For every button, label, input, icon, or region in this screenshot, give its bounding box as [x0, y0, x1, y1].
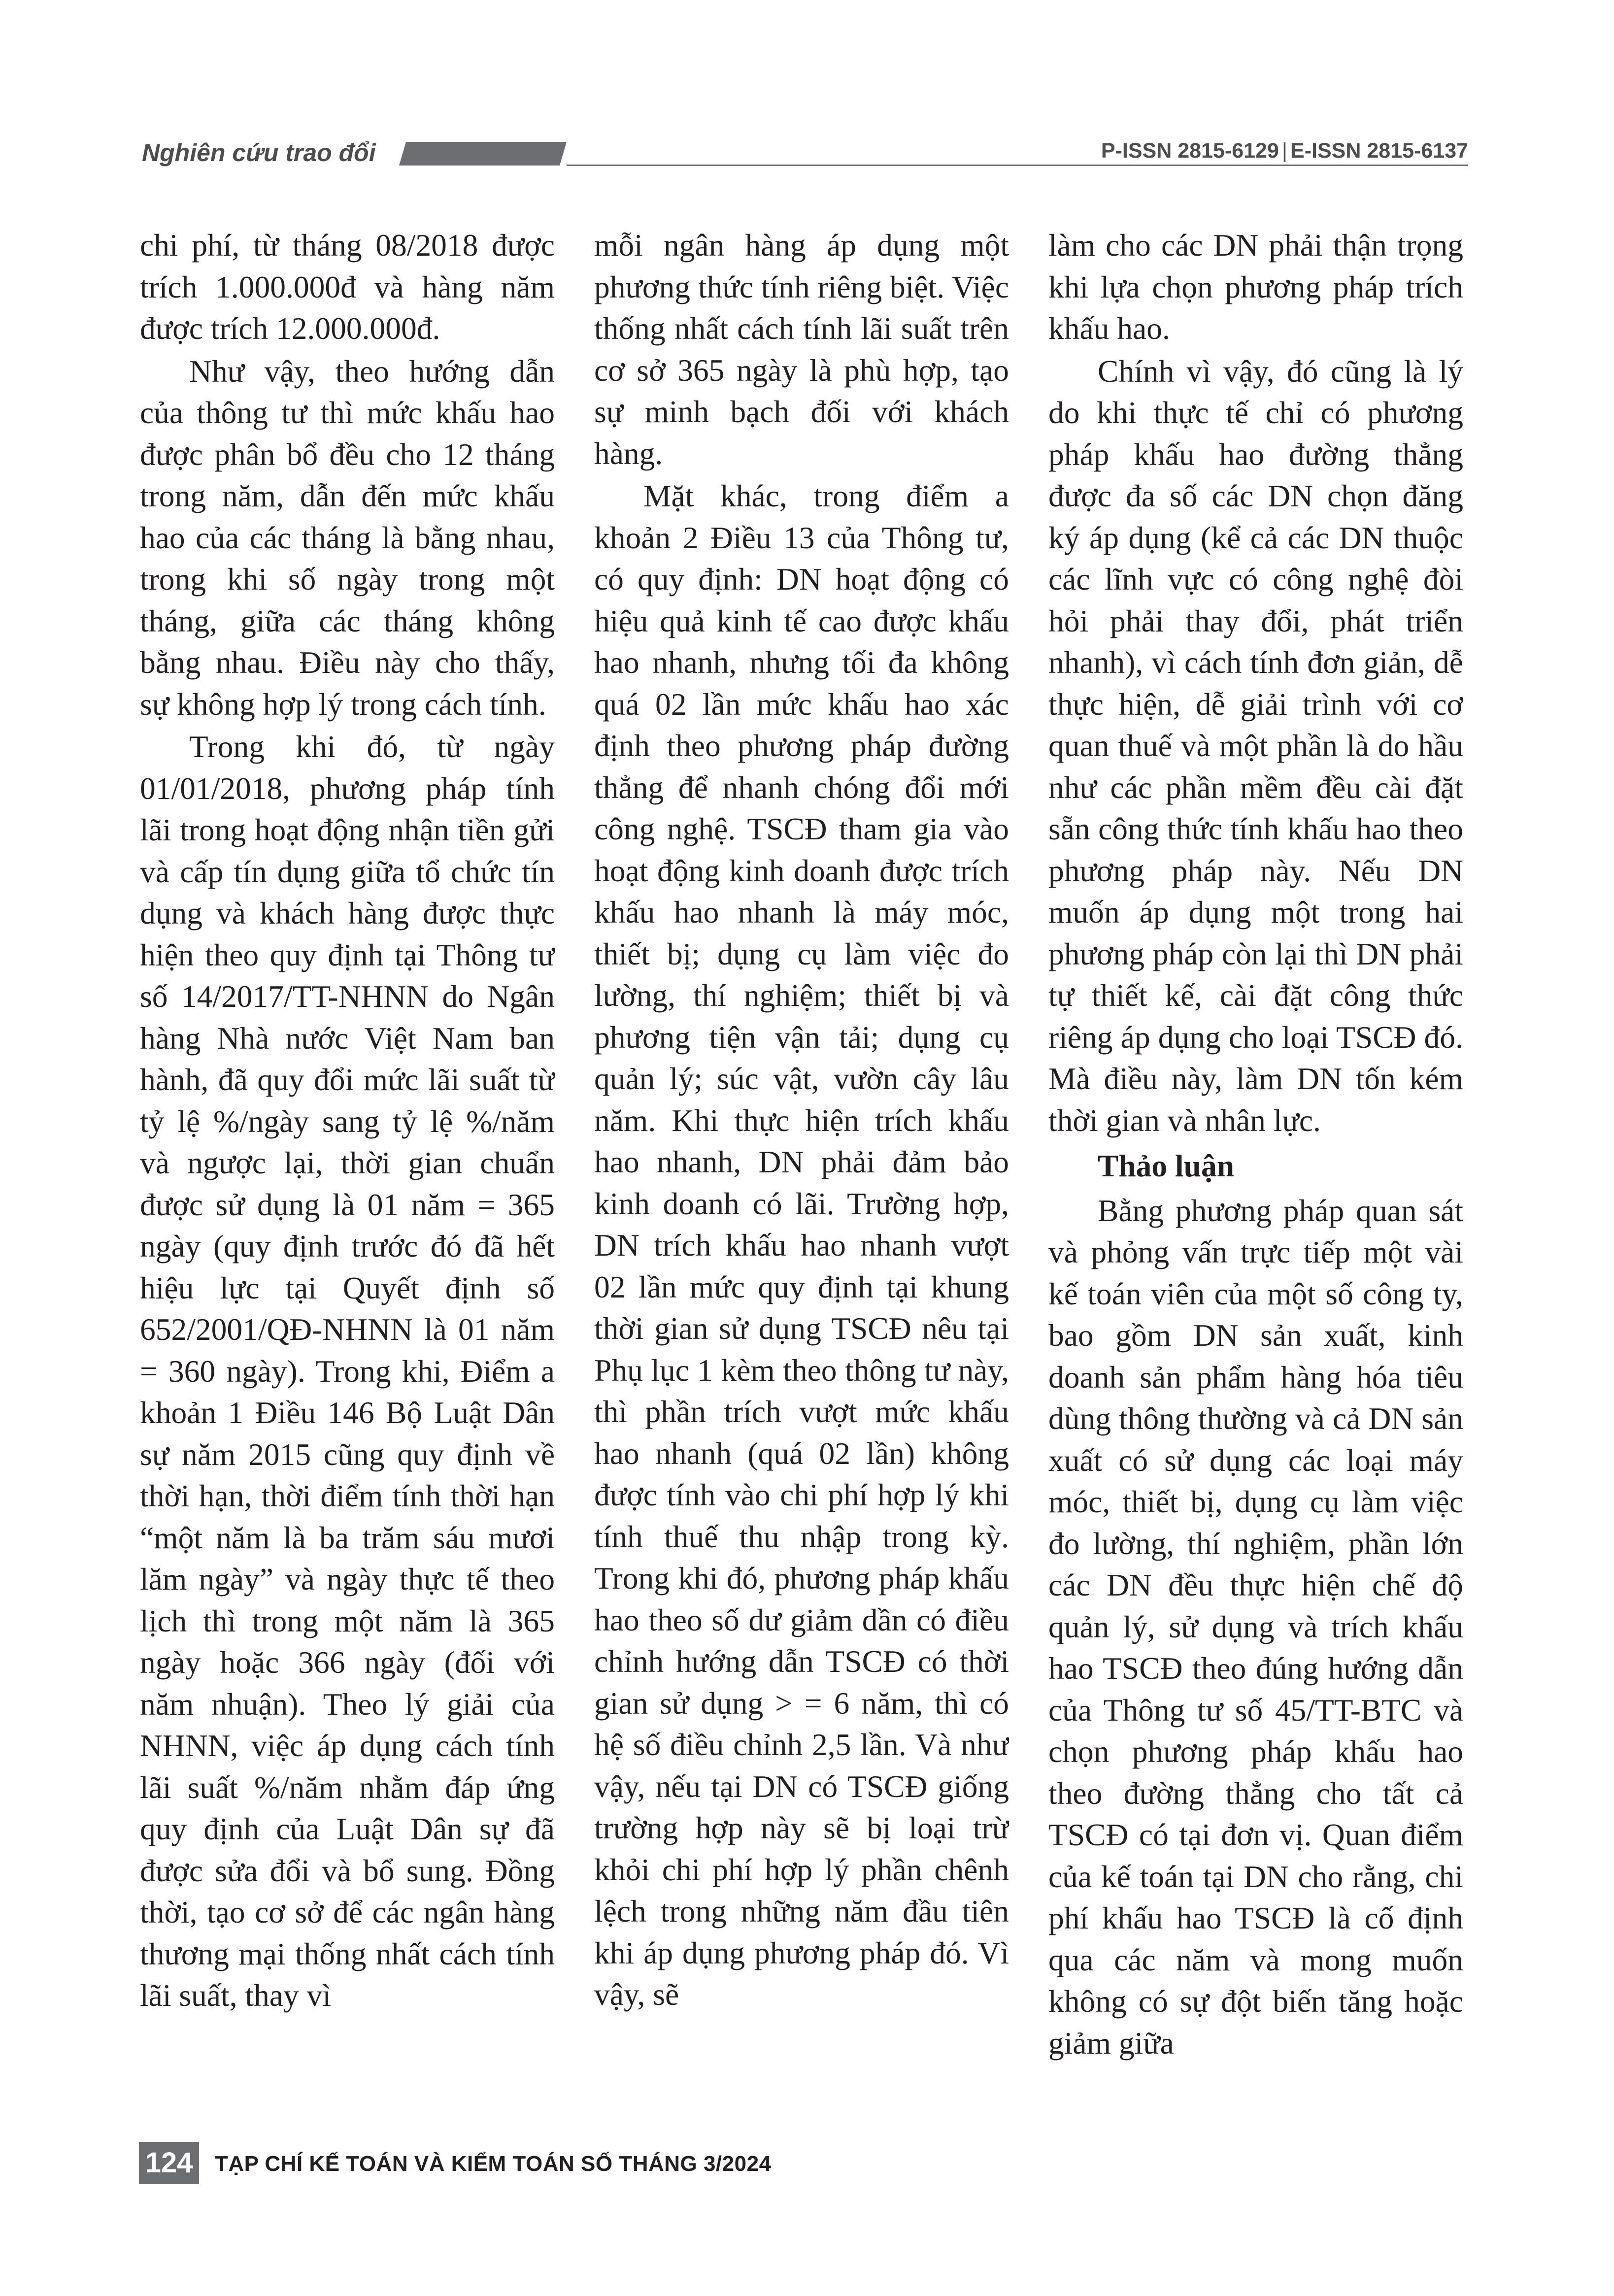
section-title: Nghiên cứu trao đổi: [142, 139, 376, 166]
paragraph: Trong khi đó, từ ngày 01/01/2018, phương pháp tính lãi trong hoạt động nhận tiền gửi và cấp tín dụng giữa tổ chức tín dụng và khách hàng được thực hiện theo quy định tại Thông tư số 14/2017/TT-NHNN do Ngân hàng Nhà nước Việt Nam ban hành, đã quy đổi mức lãi suất từ tỷ lệ %/ngày sang tỷ lệ %/năm và ngược lại, thời gian chuẩn được sử dụng là 01 năm = 365 ngày (quy định trước đó đã hết hiệu lực tại Quyết định số 652/2001/QĐ-NHNN là 01 năm = 360 ngày). Trong khi, Điểm a khoản 1 Điều 146 Bộ Luật Dân sự năm 2015 cũng quy định về thời hạn, thời điểm tính thời hạn “một năm là ba trăm sáu mươi lăm ngày” và ngày thực tế theo lịch thì trong một năm là 365 ngày hoặc 366 ngày (đối với năm nhuận). Theo lý giải của NHNN, việc áp dụng cách tính lãi suất %/năm nhằm đáp ứng quy định của Luật Dân sự đã được sửa đổi và bổ sung. Đồng thời, tạo cơ sở để các ngân hàng thương mại thống nhất cách tính lãi suất, thay vì: [140, 729, 555, 2013]
page-number: 124: [139, 2142, 199, 2184]
paragraph: Như vậy, theo hướng dẫn của thông tư thì mức khấu hao được phân bổ đều cho 12 tháng trong năm, dẫn đến mức khấu hao của các tháng là bằng nhau, trong khi số ngày trong một tháng, giữa các tháng không bằng nhau. Điều này cho thấy, sự không hợp lý trong cách tính.: [140, 353, 555, 722]
issn-line: [1035, 138, 1468, 164]
text-column-2: [594, 225, 1009, 2077]
issn-separator: |: [1281, 139, 1288, 163]
header-band: [399, 142, 567, 166]
journal-name: TẠP CHÍ KẾ TOÁN VÀ KIỂM TOÁN SỐ THÁNG 3/2024: [215, 2152, 772, 2176]
eissn: E-ISSN 2815-6137: [1290, 139, 1468, 163]
pissn: P-ISSN 2815-6129: [1101, 139, 1279, 163]
paragraph: làm cho các DN phải thận trọng khi lựa chọn phương pháp trích khấu hao.: [1048, 228, 1463, 346]
paragraph: Bằng phương pháp quan sát và phỏng vấn trực tiếp một vài kế toán viên của một số công ty, bao gồm DN sản xuất, kinh doanh sản phẩm hàng hóa tiêu dùng thông thường và cả DN sản xuất có sử dụng các loại máy móc, thiết bị, dụng cụ làm việc đo lường, thí nghiệm, phần lớn các DN đều thực hiện chế độ quản lý, sử dụng và trích khấu hao TSCĐ theo đúng hướng dẫn của Thông tư số 45/TT-BTC và chọn phương pháp khấu hao theo đường thẳng cho tất cả TSCĐ có tại đơn vị. Quan điểm của kế toán tại DN cho rằng, chi phí khấu hao TSCĐ là cố định qua các năm và mong muốn không có sự đột biến tăng hoặc giảm giữa: [1048, 1193, 1463, 2061]
paragraph: chi phí, từ tháng 08/2018 được trích 1.000.000đ và hàng năm được trích 12.000.000đ.: [140, 228, 555, 346]
paragraph: Mặt khác, trong điểm a khoản 2 Điều 13 của Thông tư, có quy định: DN hoạt động có hiệu quả kinh tế cao được khấu hao nhanh, nhưng tối đa không quá 02 lần mức khấu hao xác định theo phương pháp đường thẳng để nhanh chóng đổi mới công nghệ. TSCĐ tham gia vào hoạt động kinh doanh được trích khấu hao nhanh là máy móc, thiết bị; dụng cụ làm việc đo lường, thí nghiệm; thiết bị và phương tiện vận tải; dụng cụ quản lý; súc vật, vườn cây lâu năm. Khi thực hiện trích khấu hao nhanh, DN phải đảm bảo kinh doanh có lãi. Trường hợp, DN trích khấu hao nhanh vượt 02 lần mức quy định tại khung thời gian sử dụng TSCĐ nêu tại Phụ lục 1 kèm theo thông tư này, thì phần trích vượt mức khấu hao nhanh (quá 02 lần) không được tính vào chi phí hợp lý khi tính thuế thu nhập trong kỳ. Trong khi đó, phương pháp khấu hao theo số dư giảm dần có điều chỉnh hướng dẫn TSCĐ có thời gian sử dụng > = 6 năm, thì có hệ số điều chỉnh 2,5 lần. Và như vậy, nếu tại DN có TSCĐ giống trường hợp này sẽ bị loại trừ khỏi chi phí hợp lý phần chênh lệch trong những năm đầu tiên khi áp dụng phương pháp đó. Vì vậy, sẽ: [594, 478, 1009, 2012]
paragraph: Chính vì vậy, đó cũng là lý do khi thực tế chỉ có phương pháp khấu hao đường thẳng được đa số các DN chọn đăng ký áp dụng (kể cả các DN thuộc các lĩnh vực có công nghệ đòi hỏi phải thay đổi, phát triển nhanh), vì cách tính đơn giản, dễ thực hiện, dễ giải trình với cơ quan thuế và một phần là do hầu như các phần mềm đều cài đặt sẵn công thức tính khấu hao theo phương pháp này. Nếu DN muốn áp dụng một trong hai phương pháp còn lại thì DN phải tự thiết kế, cài đặt công thức riêng áp dụng cho loại TSCĐ đó. Mà điều này, làm DN tốn kém thời gian và nhân lực.: [1048, 353, 1463, 1138]
paragraph: mỗi ngân hàng áp dụng một phương thức tính riêng biệt. Việc thống nhất cách tính lãi suất trên cơ sở 365 ngày là phù hợp, tạo sự minh bạch đối với khách hàng.: [594, 228, 1009, 471]
text-column-3: [1048, 225, 1463, 2077]
section-heading: Thảo luận: [1098, 1148, 1235, 1183]
text-column-1: [140, 225, 555, 2077]
header-rule: [567, 165, 1468, 166]
